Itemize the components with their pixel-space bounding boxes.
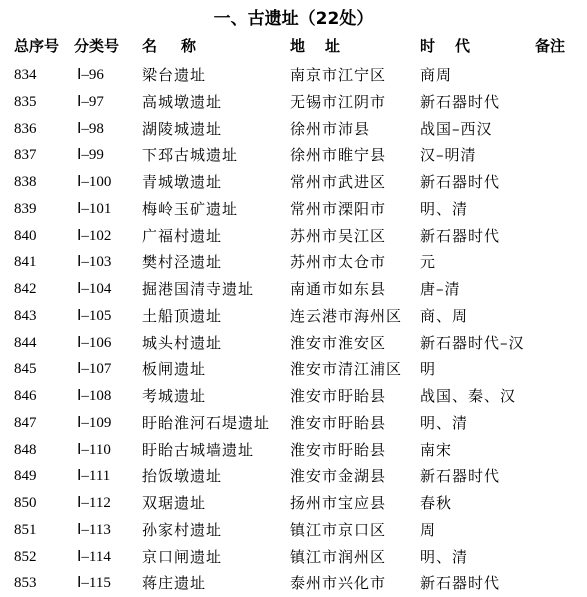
row-total-number: 850: [14, 495, 37, 511]
row-total-number: 853: [14, 575, 37, 592]
row-site-name: 板闸遗址: [142, 360, 207, 379]
row-site-name: 盱眙淮河石堤遗址: [142, 413, 271, 432]
row-site-name: 掘港国清寺遗址: [142, 280, 255, 298]
row-era: 春秋: [420, 494, 453, 512]
row-site-name: 土船顶遗址: [142, 306, 223, 325]
table-row: [0, 490, 587, 517]
row-class-number: Ⅰ–101: [77, 200, 112, 217]
row-site-name: 城头村遗址: [142, 333, 223, 352]
section-title: 一、古遗址（22处）: [213, 9, 374, 29]
row-location: 泰州市兴化市: [290, 574, 387, 593]
table-row: [0, 196, 587, 223]
table-row: [0, 356, 587, 383]
row-total-number: 845: [14, 361, 37, 378]
row-total-number: 852: [14, 548, 37, 565]
row-total-number: 841: [14, 254, 37, 271]
row-total-number: 849: [14, 468, 37, 485]
row-class-number: Ⅰ–99: [77, 147, 104, 164]
row-era: 战国、秦、汉: [420, 387, 517, 405]
row-location: 连云港市海州区: [290, 306, 403, 325]
table-row: [0, 116, 587, 143]
row-era: 南宋: [420, 440, 453, 459]
row-site-name: 湖陵城遗址: [142, 119, 223, 138]
row-era: 元: [420, 253, 437, 272]
table-row: [0, 517, 587, 544]
row-site-name: 梅岭玉矿遗址: [142, 199, 239, 218]
row-class-number: Ⅰ–109: [77, 414, 112, 431]
row-site-name: 抬饭墩遗址: [142, 467, 223, 486]
row-location: 徐州市沛县: [290, 119, 371, 138]
row-class-number: Ⅰ–111: [77, 468, 111, 485]
header-location: 地址: [290, 37, 361, 55]
table-row: [0, 142, 587, 169]
row-site-name: 孙家村遗址: [142, 520, 223, 539]
row-total-number: 846: [14, 388, 37, 404]
row-era: 新石器时代–汉: [420, 333, 525, 352]
table-row: [0, 223, 587, 250]
header-note: 备注: [535, 37, 566, 55]
row-era: 新石器时代: [420, 173, 501, 191]
row-location: 常州市溧阳市: [290, 199, 387, 218]
row-site-name: 青城墩遗址: [142, 173, 223, 191]
row-site-name: 考城遗址: [142, 387, 207, 405]
header-name: 名称: [142, 37, 221, 55]
table-row: [0, 410, 587, 437]
row-site-name: 梁台遗址: [142, 66, 207, 84]
row-site-name: 高城墩遗址: [142, 92, 223, 111]
row-location: 镇江市润州区: [290, 547, 387, 566]
header-total-number: 总序号: [14, 37, 60, 55]
row-era: 新石器时代: [420, 92, 501, 111]
row-total-number: 848: [14, 441, 37, 458]
header-class-number: 分类号: [74, 37, 120, 55]
row-location: 淮安市盱眙县: [290, 440, 387, 459]
row-era: 明、清: [420, 413, 469, 432]
row-class-number: Ⅰ–96: [77, 67, 104, 83]
row-location: 苏州市吴江区: [290, 226, 387, 245]
row-era: 新石器时代: [420, 226, 501, 245]
row-site-name: 京口闸遗址: [142, 547, 223, 566]
row-class-number: Ⅰ–112: [77, 495, 111, 511]
row-class-number: Ⅰ–97: [77, 93, 104, 110]
row-location: 淮安市盱眙县: [290, 413, 387, 432]
row-class-number: Ⅰ–102: [77, 227, 112, 244]
row-location: 徐州市睢宁县: [290, 146, 387, 165]
header-era: 时代: [420, 37, 491, 55]
table-row: [0, 544, 587, 571]
row-class-number: Ⅰ–100: [77, 174, 112, 190]
row-location: 南京市江宁区: [290, 66, 387, 84]
table-row: [0, 303, 587, 330]
row-site-name: 下邳古城遗址: [142, 146, 239, 165]
table-row: [0, 276, 587, 303]
row-era: 汉–明清: [420, 146, 477, 165]
row-era: 明、清: [420, 547, 469, 566]
row-site-name: 广福村遗址: [142, 226, 223, 245]
table-row: [0, 463, 587, 490]
row-class-number: Ⅰ–107: [77, 361, 112, 378]
row-era: 明、清: [420, 199, 469, 218]
row-era: 明: [420, 360, 437, 379]
row-location: 镇江市京口区: [290, 520, 387, 539]
table-row: [0, 437, 587, 464]
row-site-name: 樊村泾遗址: [142, 253, 223, 272]
row-site-name: 蒋庄遗址: [142, 574, 207, 593]
row-total-number: 836: [14, 120, 37, 137]
table-row: [0, 169, 587, 196]
row-total-number: 851: [14, 521, 37, 538]
row-class-number: Ⅰ–98: [77, 120, 104, 137]
row-location: 淮安市盱眙县: [290, 387, 387, 405]
row-location: 苏州市太仓市: [290, 253, 387, 272]
row-location: 扬州市宝应县: [290, 494, 387, 512]
row-class-number: Ⅰ–115: [77, 575, 111, 592]
table-row: [0, 570, 587, 597]
row-class-number: Ⅰ–108: [77, 388, 112, 404]
row-total-number: 840: [14, 227, 37, 244]
row-era: 战国–西汉: [420, 119, 493, 138]
row-total-number: 834: [14, 67, 37, 83]
table-header: [0, 35, 587, 57]
row-location: 淮安市清江浦区: [290, 360, 403, 379]
row-class-number: Ⅰ–105: [77, 307, 112, 324]
row-era: 商、周: [420, 306, 469, 325]
row-class-number: Ⅰ–104: [77, 281, 112, 297]
row-location: 南通市如东县: [290, 280, 387, 298]
table-row: [0, 383, 587, 410]
row-total-number: 839: [14, 200, 37, 217]
table-row: [0, 330, 587, 357]
row-era: 新石器时代: [420, 574, 501, 593]
row-location: 常州市武进区: [290, 173, 387, 191]
table-row: [0, 62, 587, 89]
row-class-number: Ⅰ–113: [77, 521, 111, 538]
row-site-name: 双琚遗址: [142, 494, 207, 512]
row-class-number: Ⅰ–114: [77, 548, 111, 565]
row-era: 周: [420, 520, 437, 539]
row-total-number: 842: [14, 281, 37, 297]
row-total-number: 835: [14, 93, 37, 110]
row-class-number: Ⅰ–110: [77, 441, 111, 458]
table-row: [0, 89, 587, 116]
row-era: 商周: [420, 66, 453, 84]
row-total-number: 847: [14, 414, 37, 431]
row-total-number: 843: [14, 307, 37, 324]
row-location: 淮安市金湖县: [290, 467, 387, 486]
site-table-body: [0, 62, 587, 597]
row-location: 无锡市江阴市: [290, 92, 387, 111]
row-total-number: 837: [14, 147, 37, 164]
row-total-number: 844: [14, 334, 37, 351]
table-row: [0, 249, 587, 276]
row-class-number: Ⅰ–106: [77, 334, 112, 351]
row-location: 淮安市淮安区: [290, 333, 387, 352]
row-era: 新石器时代: [420, 467, 501, 486]
row-site-name: 盱眙古城墙遗址: [142, 440, 255, 459]
row-total-number: 838: [14, 174, 37, 190]
row-class-number: Ⅰ–103: [77, 254, 112, 271]
row-era: 唐–清: [420, 280, 461, 298]
